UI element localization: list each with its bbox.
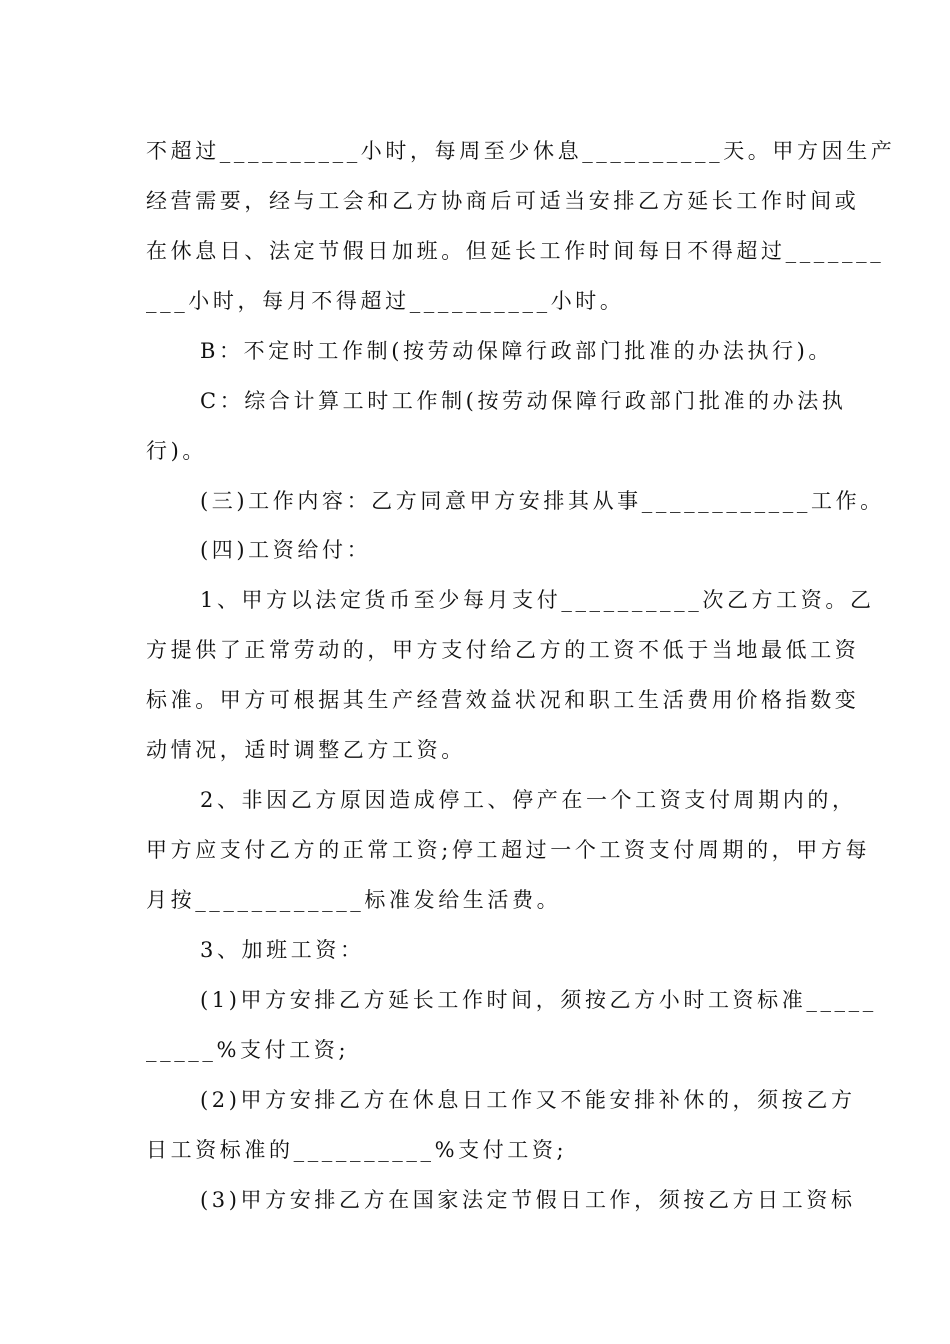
text-line: 3、加班工资： [200, 938, 365, 962]
text-line: 日工资标准的__________%支付工资; [146, 1138, 568, 1162]
text-line: 标准。甲方可根据其生产经营效益状况和职工生活费用价格指数变 [146, 688, 860, 712]
text-line: 2、非因乙方原因造成停工、停产在一个工资支付周期内的， [200, 788, 857, 812]
text-line: (四)工资给付： [200, 538, 372, 562]
text-line: 行)。 [146, 439, 207, 463]
text-line: 甲方应支付乙方的正常工资;停工超过一个工资支付周期的，甲方每 [146, 838, 871, 862]
text-line: (2)甲方安排乙方在休息日工作又不能安排补休的，须按乙方 [200, 1088, 856, 1112]
text-line: 方提供了正常劳动的，甲方支付给乙方的工资不低于当地最低工资 [146, 638, 860, 662]
text-line: ___小时，每月不得超过__________小时。 [146, 289, 625, 313]
text-line: 经营需要，经与工会和乙方协商后可适当安排乙方延长工作时间或 [146, 189, 860, 213]
text-line: 在休息日、法定节假日加班。但延长工作时间每日不得超过_______ [146, 239, 885, 263]
text-line: C：综合计算工时工作制(按劳动保障行政部门批准的办法执 [200, 389, 847, 413]
text-line: B：不定时工作制(按劳动保障行政部门批准的办法执行)。 [200, 339, 834, 363]
text-line: 月按____________标准发给生活费。 [146, 888, 562, 912]
text-line: (1)甲方安排乙方延长工作时间，须按乙方小时工资标准_____ [200, 988, 877, 1012]
text-line: 1、甲方以法定货币至少每月支付__________次乙方工资。乙 [200, 588, 875, 612]
text-line: (三)工作内容：乙方同意甲方安排其从事____________工作。 [200, 489, 885, 513]
text-line: _____%支付工资; [146, 1038, 350, 1062]
text-line: (3)甲方安排乙方在国家法定节假日工作，须按乙方日工资标 [200, 1188, 856, 1212]
text-line: 动情况，适时调整乙方工资。 [146, 738, 466, 762]
text-line: 不超过__________小时，每周至少休息__________天。甲方因生产 [146, 139, 896, 163]
